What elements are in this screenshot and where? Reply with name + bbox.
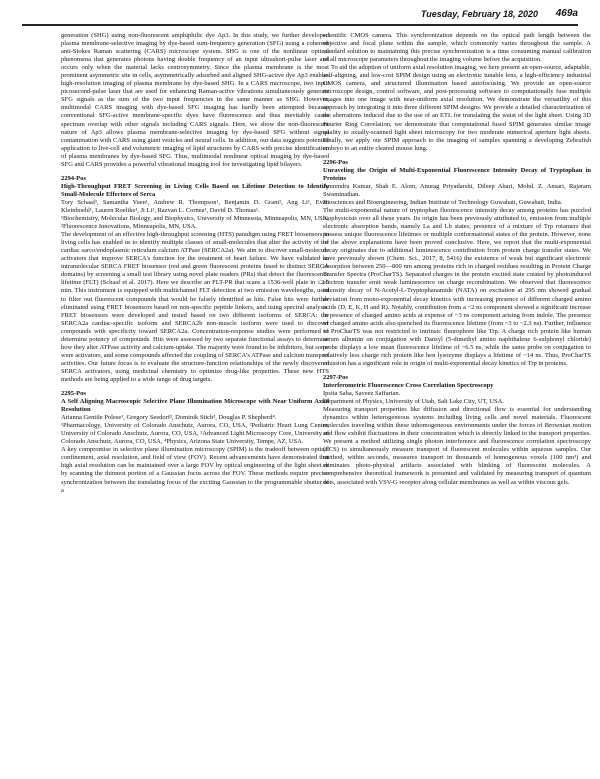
- abstract-id: 2295-Pos: [61, 390, 86, 398]
- abstract-body: A key compromise in selective plane illumination microscopy (SPIM) is the tradeoff between optical confinement, axial resolution, and field of view (FOV). Recent advancements have demonstrated that high axial resolution can be maintained over a large FOV by optical engineering of the light sheet or by scanning the thinnest portion of a Gaussian focus across the FOV. These methods require precise synchronization between the translating focus of the exciting Gaussian to the programmable shutter of a: [61, 446, 329, 494]
- abstract-2295: [61, 390, 329, 495]
- abstract-authors: Tory Schaaf¹, Samantha Yuen¹, Andrew R. Thompson¹, Benjamin D. Grant², Ang Li¹, Evan Kleinboehl¹, Lauren Roelike¹, Ji Li¹, Razvan L. Cornea¹, David D. Thomas¹.: [61, 198, 329, 214]
- abstract-authors: Ipsita Saha, Saveez Saffarian.: [323, 390, 401, 398]
- header-date: Tuesday, February 18, 2020: [420, 9, 538, 19]
- abstract-body: The multi-exponential nature of tryptophan fluorescence intensity decay among proteins has puzzled biophysicists over all these years. Its origin has been previously attributed to, emission from multiple electronic absorption bands, namely La and Lb states; presence of a mixture of Trp rotamers that possess unique fluorescence lifetimes or multiple conformational states of the protein. However, none of the above explanations have been proved conclusive. Here, we report that the multi-exponential decay originates due to additional luminescence contribution from protein charge transfer states. We have previously shown (Chem. Sci., 2017, 8, 5416) the existence of weak but significant electronic absorption between 250—800 nm among proteins rich in charged residues resulting in Protein Charge Transfer Spectra (ProCharTS). Separated charges in the protein excited state created by photoinduced electron transfer emit weak luminescence on charge recombination. We observed that fluorescence intensity decay of N-Acetyl-L-Tryptophanamide (NATA) on excitation at 295 nm showed gradual deviation from mono-exponential decay kinetics with increasing presence of different charged amino acids (D, E, K, H and R). Notably, contribution from a ~2 ns component showed a significant increase in presence of charged amino acids at expense of ~3 ns component arising from indole. The presence of charged amino acids also quenched its fluorescence lifetime (from ~3 to ~2.3 ns). Further, influence of ProCharTS was not restricted to intrinsic fluorophore like Trp. A charge rich protein like human serum albumin on conjugation with Dansyl (5-dimethyl amino naphthalene 6-sulphonyl chloride) probe displays a low mean fluorescence lifetime of ~6.5 ns, while the same probe on conjugation to relatively less charge rich protein like hen lysozyme displays a lifetime of ~14 ns. Thus, ProCharTS emission has a significant role in origin of multi-exponential decay kinetics of Trp in proteins.: [323, 206, 591, 367]
- continued-text: generation (SHG) using non-fluorescent amphiphilic dye Ap3. In this study, we further developed plasma membrane-selective imaging by dye-based sum-frequency generation (SFG) using a coherent anti-Stokes Raman scattering (CARS) microscope system. SHG is one of the nonlinear optical phenomena that generates photons having double frequency of an input ultrashort-pulse laser and occurs only when the material lacks centrosymmetry. Since the plasma membrane is the most prominent asymmetric site in cells, asymmetrically adsorbed and aligned SHG-active dye Ap3 enables high-resolution imaging of plasma membrane by dye-based SHG. In a CARS microscope, two input picosecond-pulse laser that are used for enhancing Raman-active vibrations simultaneously generate SFG signals as the sum of the two input frequencies in the same manner as SHG. However, multimodal CARS imaging with dye-based SFG imaging has hardly been attempted because conventional SFG-active membrane-specific dyes have fluorescence and thus inevitably cause spectrum overlap with other signals including CARS signals. Here, we show the non-fluorescent nature of Ap3 allows plasma membrane-selective imaging by dye-based SFG without signal contamination with CARS using giant vesicles and neural cells. In addition, our data suggests potential application to live-cell and volumetric imaging of lipid structures by CARS with precise identification of plasma membranes by dye-based SFG. Thus, multimodal nonlinear optical imaging by dye-based SFG and CARS provides a powerful vibrational imaging tool for investigating lipid bilayers.: [61, 32, 329, 168]
- left-column: [61, 32, 329, 495]
- abstract-title: A Self Aligning Macroscopic Selective Plane Illumination Microscope with Near Uniform Axial Resolution: [61, 398, 329, 414]
- right-column: [323, 32, 591, 487]
- abstract-title: Unraveling the Origin of Multi-Exponential Fluorescence Intensity Decay of Tryptophan in Proteins: [323, 166, 591, 182]
- continued-paragraph: To aid the adoption of uniform axial resolution imaging, we here present an open-source, adaptable, self-aligning, and low-cost SPIM design using an electronic tunable lens, a high-efficiency industrial CMOS camera, and structured illumination based autofocusing. We provide an open-source microscope design, control software, and post-processing software to computationally fuse multiple images into one image with near-uniform axial resolution. We demonstrate the versatility of this approach by integrating it into three different SPIM designs. We provide a detailed characterization of the aberrations induced due to the use of an ETL for translating the waist of the light sheet. Using 3D Fourier Ring Correlation, we demonstrate that computational fused SPIM generates similar image quality to axially-scanned light sheet microscopy for two moderate numerical aperture light sheets. Finally, we apply our SPIM approach to the imaging of samples spanning a developing Zebrafish embryo to an entire cleared mouse lung.: [323, 64, 591, 152]
- abstract-affiliations: Biosciences and Bioengineering, Indian Institute of Technology Guwahati, Guwahati, India.: [323, 198, 563, 206]
- abstract-title: High-Throughput FRET Screening in Living Cells Based on Lifetime Detection to Identify Small-Molecule Effectors of Serca: [61, 182, 329, 198]
- abstract-id: 2296-Pos: [323, 158, 348, 166]
- abstract-affiliations: ¹Pharmacology, University of Colorado Anschutz, Aurora, CO, USA, ²Pediatric Heart Lung Center, University of Colorado Anschutz, Aurora, CO, USA, ³Advanced Light Microscopy Core, University of Colorado Anschutz, Aurora, CO, USA, ⁴Physics, Arizona State University, Tempe, AZ, USA.: [61, 422, 329, 446]
- continued-text: scientific CMOS camera. This synchronization depends on the optical path length between the objective and focal plane within the sample, which commonly varies throughout the sample. A standard solution to maintaining this precise synchronization is a time consuming manual calibration of all microscope parameters throughout the imaging volume before the acquisition.: [323, 32, 591, 64]
- abstract-id: 2297-Pos: [323, 373, 348, 381]
- page-number: 469a: [555, 8, 578, 19]
- page-header: [22, 4, 578, 26]
- abstract-body: The development of an effective high-throughput screening (HTS) paradigm using FRET biosensors in living cells has enabled us to identify multiple classes of small-molecules that alter the activity of the cardiac sarco/endoplasmic reticulum calcium ATPase (SERCA2a). We aim to discover small-molecule activators that improve SERCA's function for the treatment of heart failure. We have validated an intramolecular SERCA FRET biosensor (red and green fluorescent proteins fused to distinct SERCA domains) by screening a small test library using novel plate readers (PRs) that detect the fluorescence lifetime (FLT) (Schaaf et al. 2017). Here we describe an FLT-PR that scans a 1536-well plate in ≤2.5 min. This instrument is equipped with multichannel FLT detection at two emission wavelengths, used to filter out fluorescent compounds that would be falsely identified as hits. False hits were further eliminated using FRET biosensors based on non-specific peptide linkers, and using spectral analysis. FRET biosensors were developed and tested based on two different isoforms of SERCA: the SERCA2a cardiac-specific isoform and SERCA2b non-muscle isoform were used to discover compounds with specificity toward SERCA2a. Concentration-response studies were performed to determine potency of compounds. Hits were assessed by two separate functional assays to determine how they alter ATPase activity and calcium-uptake. The majority were found to be inhibitors, but some were activators, and some compounds affected the coupling of SERCA's ATPase and calcium transport activities. Our future focus is to evaluate the structure-function relationships of the newly discovered SERCA activators, using medicinal chemistry to optimize drug-like properties. These new HTS methods are being applied to a wide range of drug targets.: [61, 231, 330, 383]
- abstract-title: Interferometric Fluorescence Cross Correlation Spectroscopy: [323, 381, 494, 389]
- abstract-authors: Amrendra Kumar, Shah E. Alom, Anurag Priyadarshi, Dileep Ahari, Mohd. Z. Ansari, Rajaram Swaminathan.: [323, 182, 591, 198]
- abstract-id: 2294-Pos: [61, 174, 86, 182]
- abstract-affiliations: Department of Physics, University of Utah, Salt Lake City, UT, USA.: [323, 398, 504, 406]
- abstract-2294: [61, 175, 329, 384]
- abstract-2297: [323, 374, 591, 487]
- abstract-affiliations: ¹Biochemistry, Molecular Biology, and Biophysics, University of Minnesota, Minneapolis, MN, USA, ²Fluorescence Innovations, Minneapolis, MN, USA.: [61, 215, 329, 231]
- abstract-body: Measuring transport properties like diffusion and directional flow is essential for understanding dynamics within heterogeneous systems including living cells and novel materials. Fluorescent molecules traveling within these inhomogeneous environments under the forces of Brownian motion and flow exhibit fluctuations in their concentration which is directly linked to the transport properties. We present a method utilizing single photon interference and fluorescence correlation spectroscopy (FCS) to simultaneously measure transport of fluorescent molecules within aqueous samples. Our method, within seconds, measures transport in thousands of homogenous voxels (100 nm³) and eliminates photo-physical artifacts associated with blinking of fluorescent molecules. A comprehensive theoretical framework is presented and validated by measuring transport of quantum dots, associated with VSV-G receptor along cellular membranes as well as within viscous gels.: [323, 406, 591, 486]
- abstract-2296: [323, 159, 591, 368]
- abstract-authors: Arianna Gentile Polese¹, Gregory Seedorf², Dominik Stich³, Douglas P. Shepherd⁴.: [61, 414, 277, 422]
